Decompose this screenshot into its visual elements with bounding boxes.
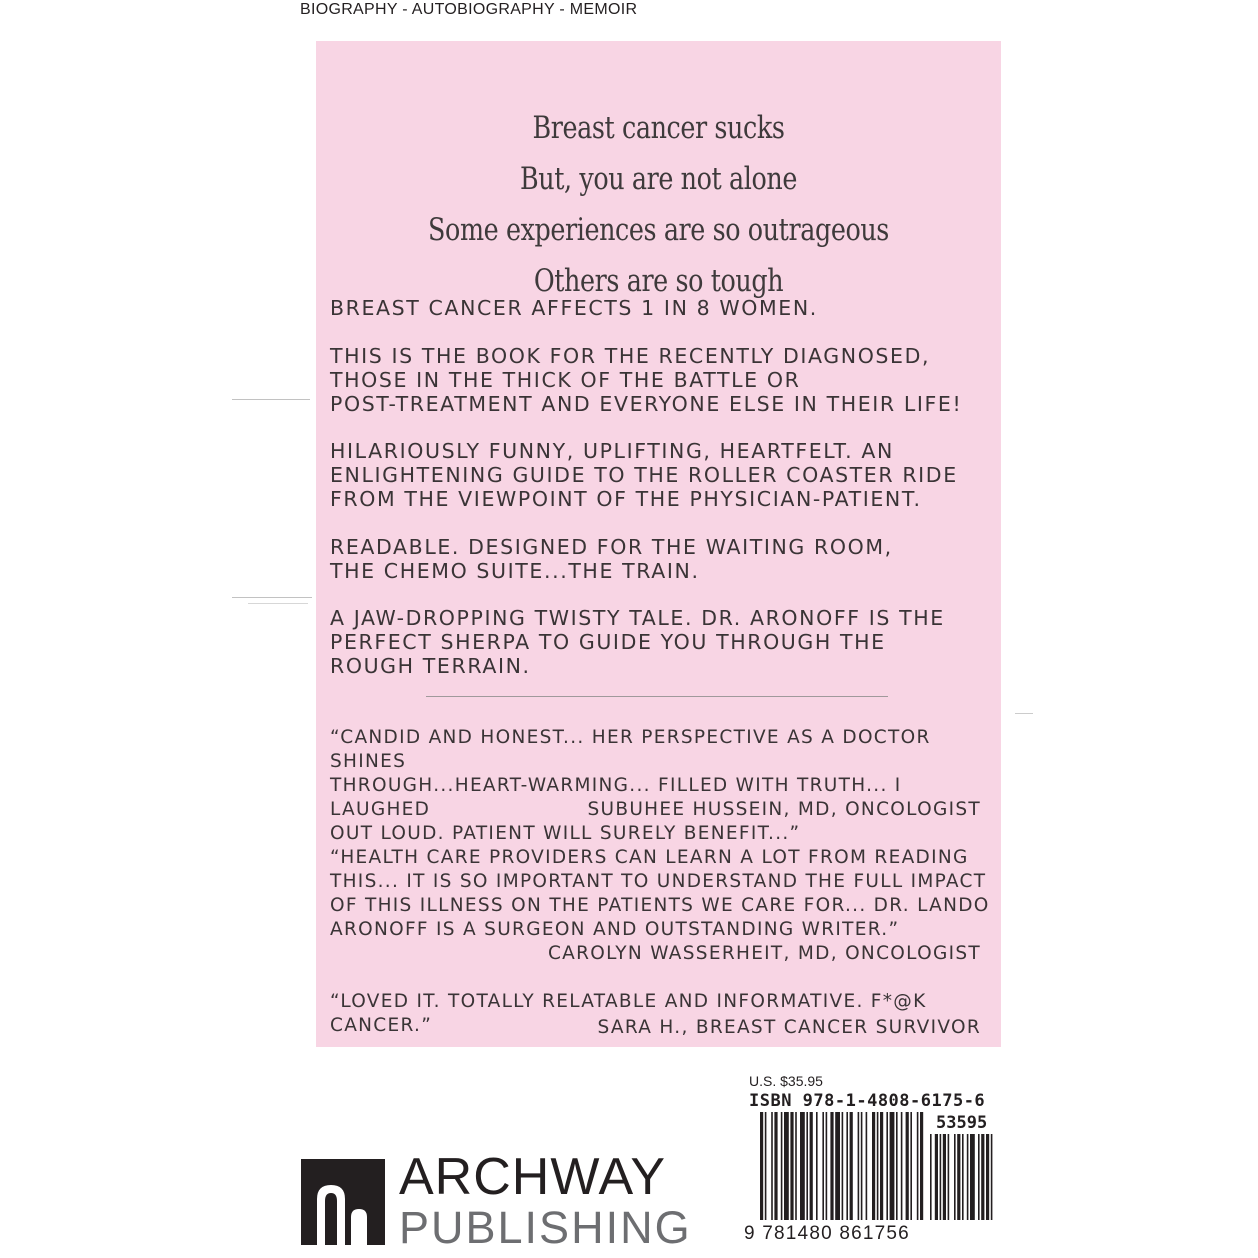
isbn-label: ISBN 978-1-4808-6175-6 — [749, 1091, 986, 1111]
barcode-bar — [920, 1112, 923, 1220]
barcode-bar — [810, 1112, 813, 1220]
addon-code: 53595 — [936, 1113, 988, 1133]
barcode-bar — [861, 1112, 863, 1220]
review-attribution-2: CAROLYN WASSERHEIT, MD, ONCOLOGIST — [547, 943, 981, 964]
barcode-bar — [826, 1112, 828, 1220]
barcode-bar — [835, 1112, 840, 1220]
addon-bar — [986, 1134, 989, 1220]
barcode-digits: 9 781480 861756 — [744, 1223, 910, 1244]
divider — [426, 696, 888, 697]
scan-scratch — [248, 603, 308, 604]
barcode-bar — [877, 1112, 879, 1220]
headline-2: But, you are not alone — [520, 161, 797, 197]
headline-3: Some experiences are so outrageous — [428, 212, 889, 248]
addon-bar — [991, 1134, 993, 1220]
barcode-bar — [816, 1112, 818, 1220]
barcode-bar — [910, 1112, 912, 1220]
addon-bar — [957, 1134, 960, 1220]
headline-block — [316, 103, 1001, 307]
barcode-bar — [842, 1112, 844, 1220]
barcode-icon — [760, 1112, 1010, 1224]
addon-bar — [948, 1134, 950, 1220]
addon-bar — [981, 1134, 984, 1220]
barcode-bar — [901, 1112, 903, 1220]
review-quote-1: “CANDID AND HONEST... HER PERSPECTIVE AS A DOCTOR SHINES THROUGH...HEART-WARMING... FILLED WITH TRUTH... I LAUGHED OUT LOUD. PATIENT WILL SURELY BENEFIT...” — [330, 727, 931, 844]
blurb-paragraph-1: BREAST CANCER AFFECTS 1 IN 8 WOMEN. — [330, 296, 818, 320]
barcode-bar — [771, 1112, 773, 1220]
headline-1: Breast cancer sucks — [532, 110, 785, 146]
barcode-bar — [890, 1112, 895, 1220]
barcode-bar — [800, 1112, 805, 1220]
barcode-bar — [760, 1112, 763, 1220]
price-label: U.S. $35.95 — [749, 1073, 823, 1089]
barcode-bar — [866, 1112, 868, 1220]
review-attribution-1: SUBUHEE HUSSEIN, MD, ONCOLOGIST — [587, 799, 981, 820]
review-quote-3: “LOVED IT. TOTALLY RELATABLE AND INFORMATIVE. F*@K CANCER.” — [330, 991, 927, 1036]
review-quote-2: “HEALTH CARE PROVIDERS CAN LEARN A LOT FROM READING THIS... IT IS SO IMPORTANT TO UNDERSTAND THE FULL IMPACT OF THIS ILLNESS ON THE PATIENTS WE CARE FOR... DR. LANDO ARONOFF IS A SURGEON AND OUTSTANDING WRITER.” — [330, 847, 990, 940]
barcode-bar — [765, 1112, 767, 1220]
blurb-paragraph-2: THIS IS THE BOOK FOR THE RECENTLY DIAGNOSED, THOSE IN THE THICK OF THE BATTLE OR POST-TREATMENT AND EVERYONE ELSE IN THEIR LIFE! — [330, 344, 963, 416]
scan-scratch — [232, 597, 312, 598]
publisher-name-line2: PUBLISHING — [399, 1202, 692, 1253]
addon-bar — [943, 1134, 946, 1220]
barcode-bar — [917, 1112, 919, 1220]
barcode-bar — [795, 1112, 797, 1220]
barcode-bar — [774, 1112, 777, 1220]
addon-bar — [954, 1134, 956, 1220]
barcode-bar — [906, 1112, 909, 1220]
blurb-paragraph-5: A JAW-DROPPING TWISTY TALE. DR. ARONOFF IS THE PERFECT SHERPA TO GUIDE YOU THROUGH THE ROUGH TERRAIN. — [330, 606, 945, 678]
barcode-bar — [806, 1112, 808, 1220]
addon-bar — [930, 1134, 932, 1220]
addon-bar — [935, 1134, 938, 1220]
scan-scratch — [1015, 713, 1033, 714]
blurb-paragraph-3: HILARIOUSLY FUNNY, UPLIFTING, HEARTFELT. AN ENLIGHTENING GUIDE TO THE ROLLER COASTER RIDE FROM THE VIEWPOINT OF THE PHYSICIAN-PATIENT. — [330, 439, 958, 511]
publisher-name-line1: ARCHWAY — [399, 1148, 666, 1206]
barcode-bar — [846, 1112, 848, 1220]
barcode-bar — [790, 1112, 793, 1220]
barcode-bar — [830, 1112, 833, 1220]
review-attribution-3: SARA H., BREAST CANCER SURVIVOR — [597, 1017, 981, 1038]
addon-bar — [970, 1134, 975, 1220]
blurb-paragraph-4: READABLE. DESIGNED FOR THE WAITING ROOM, THE CHEMO SUITE...THE TRAIN. — [330, 535, 893, 583]
addon-bar — [978, 1134, 980, 1220]
barcode-bar — [850, 1112, 853, 1220]
barcode-bar — [886, 1112, 888, 1220]
addon-bar — [962, 1134, 964, 1220]
barcode-bar — [822, 1112, 824, 1220]
addon-bar — [940, 1134, 942, 1220]
barcode-bar — [880, 1112, 883, 1220]
barcode-bar — [781, 1112, 783, 1220]
headline-4: Others are so tough — [533, 263, 784, 299]
category-label: BIOGRAPHY - AUTOBIOGRAPHY - MEMOIR — [300, 1, 638, 18]
archway-logo-icon — [301, 1159, 385, 1245]
addon-bar — [967, 1134, 969, 1220]
back-cover-panel — [316, 41, 1001, 1047]
barcode-bar — [896, 1112, 898, 1220]
barcode-bar — [872, 1112, 875, 1220]
scan-scratch — [232, 399, 310, 400]
barcode-bar — [858, 1112, 860, 1220]
barcode-bar — [784, 1112, 789, 1220]
